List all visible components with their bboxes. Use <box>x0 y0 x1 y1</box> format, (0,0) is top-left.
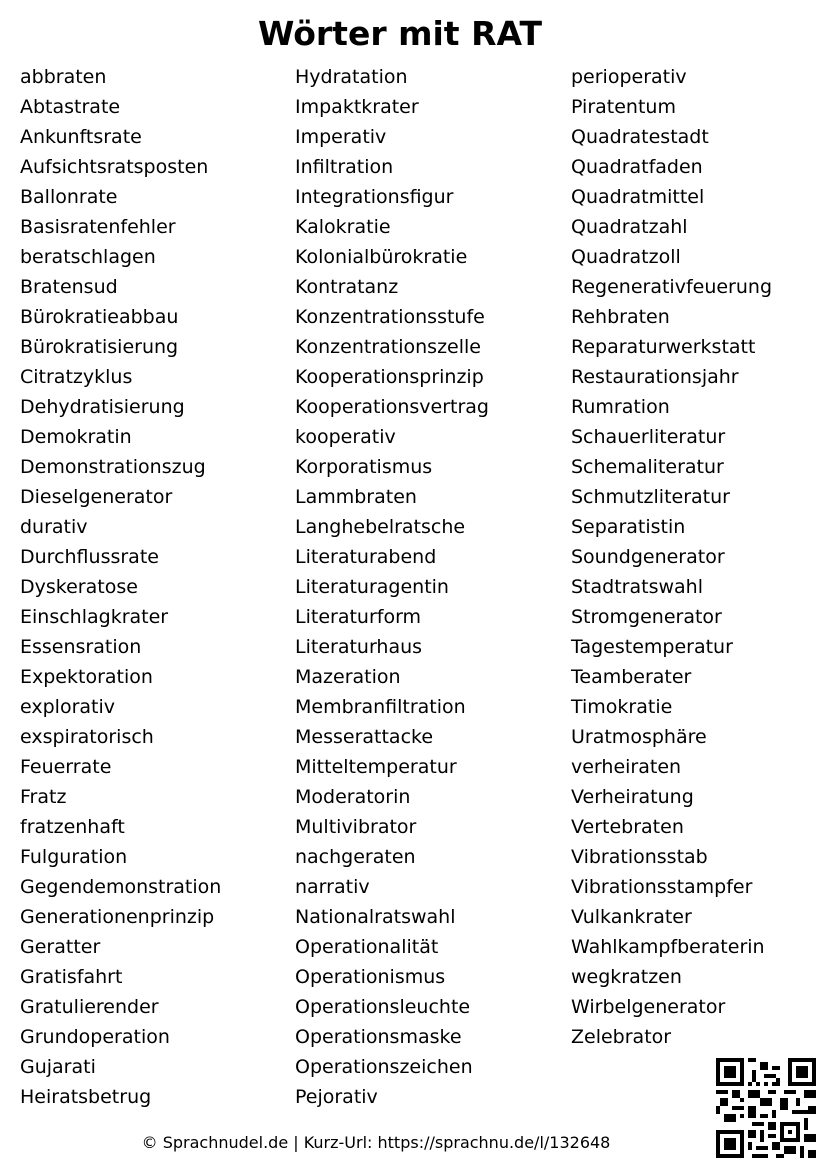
word-item: Literaturagentin <box>295 576 449 598</box>
word-item: nachgeraten <box>295 846 416 868</box>
word-item: verheiraten <box>571 756 682 778</box>
word-item: Quadratestadt <box>571 126 709 148</box>
word-item: Stromgenerator <box>571 606 722 628</box>
word-item: Vulkankrater <box>571 906 692 928</box>
word-item: Verheiratung <box>571 786 694 808</box>
word-item: Gegendemonstration <box>20 876 222 898</box>
word-column-1 <box>20 62 221 1112</box>
word-item: Feuerrate <box>20 756 112 778</box>
word-item: Schmutzliteratur <box>571 486 730 508</box>
word-item: Lammbraten <box>295 486 417 508</box>
word-item: Operationszeichen <box>295 1056 473 1078</box>
word-item: Operationsleuchte <box>295 996 471 1018</box>
word-item: Expektoration <box>20 666 153 688</box>
word-item: perioperativ <box>571 66 687 88</box>
word-item: Imperativ <box>295 126 387 148</box>
word-item: Timokratie <box>571 696 673 718</box>
word-item: Messerattacke <box>295 726 434 748</box>
word-item: Konzentrationsstufe <box>295 306 485 328</box>
word-item: fratzenhaft <box>20 816 125 838</box>
word-item: Quadratmittel <box>571 186 705 208</box>
word-item: Nationalratswahl <box>295 906 456 928</box>
word-item: Bürokratieabbau <box>20 306 179 328</box>
word-item: Kalokratie <box>295 216 391 238</box>
word-item: Quadratzoll <box>571 246 681 268</box>
page-title: Wörter mit RAT <box>258 14 542 53</box>
word-item: Kooperationsprinzip <box>295 366 484 388</box>
word-item: Wirbelgenerator <box>571 996 726 1018</box>
word-item: Zelebrator <box>571 1026 672 1048</box>
word-item: Integrationsfigur <box>295 186 454 208</box>
word-item: durativ <box>20 516 88 538</box>
word-item: Restaurationsjahr <box>571 366 739 388</box>
word-item: Uratmosphäre <box>571 726 707 748</box>
word-item: abbraten <box>20 66 107 88</box>
word-item: Gratisfahrt <box>20 966 123 988</box>
word-item: Dyskeratose <box>20 576 138 598</box>
word-item: Korporatismus <box>295 456 433 478</box>
word-item: Dehydratisierung <box>20 396 185 418</box>
word-item: Langhebelratsche <box>295 516 466 538</box>
word-item: Fratz <box>20 786 67 808</box>
word-item: narrativ <box>295 876 370 898</box>
word-item: Basisratenfehler <box>20 216 176 238</box>
word-item: wegkratzen <box>571 966 682 988</box>
word-item: Konzentrationszelle <box>295 336 481 358</box>
word-item: Literaturform <box>295 606 422 628</box>
word-item: Gratulierender <box>20 996 159 1018</box>
word-item: exspiratorisch <box>20 726 154 748</box>
word-item: Demokratin <box>20 426 132 448</box>
footer-credit: © Sprachnudel.de | Kurz-Url: https://sprachnu.de/l/132648 <box>141 1133 611 1152</box>
word-item: Heiratsbetrug <box>20 1086 152 1108</box>
word-item: Membranfiltration <box>295 696 466 718</box>
word-item: Separatistin <box>571 516 686 538</box>
word-item: Operationalität <box>295 936 439 958</box>
word-item: Generationenprinzip <box>20 906 215 928</box>
word-item: Literaturhaus <box>295 636 423 658</box>
word-column-3 <box>571 62 772 1052</box>
word-item: Mitteltemperatur <box>295 756 457 778</box>
word-item: Quadratfaden <box>571 156 703 178</box>
word-item: Impaktkrater <box>295 96 419 118</box>
word-item: Mazeration <box>295 666 401 688</box>
word-item: Reparaturwerkstatt <box>571 336 756 358</box>
word-item: Durchflussrate <box>20 546 159 568</box>
word-item: Bürokratisierung <box>20 336 179 358</box>
word-item: Moderatorin <box>295 786 411 808</box>
word-item: kooperativ <box>295 426 396 448</box>
word-item: Wahlkampfberaterin <box>571 936 765 958</box>
word-item: Essensration <box>20 636 142 658</box>
word-item: Operationismus <box>295 966 446 988</box>
word-item: Tagestemperatur <box>571 636 733 658</box>
word-item: Bratensud <box>20 276 118 298</box>
word-item: Pejorativ <box>295 1086 378 1108</box>
word-item: beratschlagen <box>20 246 156 268</box>
word-item: Kolonialbürokratie <box>295 246 468 268</box>
word-item: Teamberater <box>571 666 692 688</box>
word-item: Vibrationsstab <box>571 846 708 868</box>
word-item: Fulguration <box>20 846 128 868</box>
word-item: Kontratanz <box>295 276 399 298</box>
word-item: Literaturabend <box>295 546 437 568</box>
word-item: Regenerativfeuerung <box>571 276 773 298</box>
word-item: Aufsichtsratsposten <box>20 156 209 178</box>
word-item: Piratentum <box>571 96 676 118</box>
word-item: Abtastrate <box>20 96 121 118</box>
word-item: Vibrationsstampfer <box>571 876 753 898</box>
word-item: Grundoperation <box>20 1026 170 1048</box>
word-item: Schemaliteratur <box>571 456 724 478</box>
word-item: Hydratation <box>295 66 408 88</box>
word-item: explorativ <box>20 696 115 718</box>
word-item: Infiltration <box>295 156 394 178</box>
word-item: Rehbraten <box>571 306 670 328</box>
word-item: Einschlagkrater <box>20 606 169 628</box>
word-item: Citratzyklus <box>20 366 133 388</box>
word-item: Ballonrate <box>20 186 118 208</box>
word-item: Demonstrationszug <box>20 456 206 478</box>
word-item: Rumration <box>571 396 670 418</box>
word-item: Ankunftsrate <box>20 126 142 148</box>
word-item: Geratter <box>20 936 101 958</box>
word-item: Vertebraten <box>571 816 684 838</box>
word-item: Dieselgenerator <box>20 486 173 508</box>
word-item: Quadratzahl <box>571 216 688 238</box>
word-item: Gujarati <box>20 1056 96 1078</box>
word-item: Operationsmaske <box>295 1026 462 1048</box>
word-item: Kooperationsvertrag <box>295 396 489 418</box>
word-item: Multivibrator <box>295 816 417 838</box>
word-item: Stadtratswahl <box>571 576 703 598</box>
word-item: Schauerliteratur <box>571 426 726 448</box>
word-item: Soundgenerator <box>571 546 725 568</box>
word-column-2 <box>295 62 489 1112</box>
